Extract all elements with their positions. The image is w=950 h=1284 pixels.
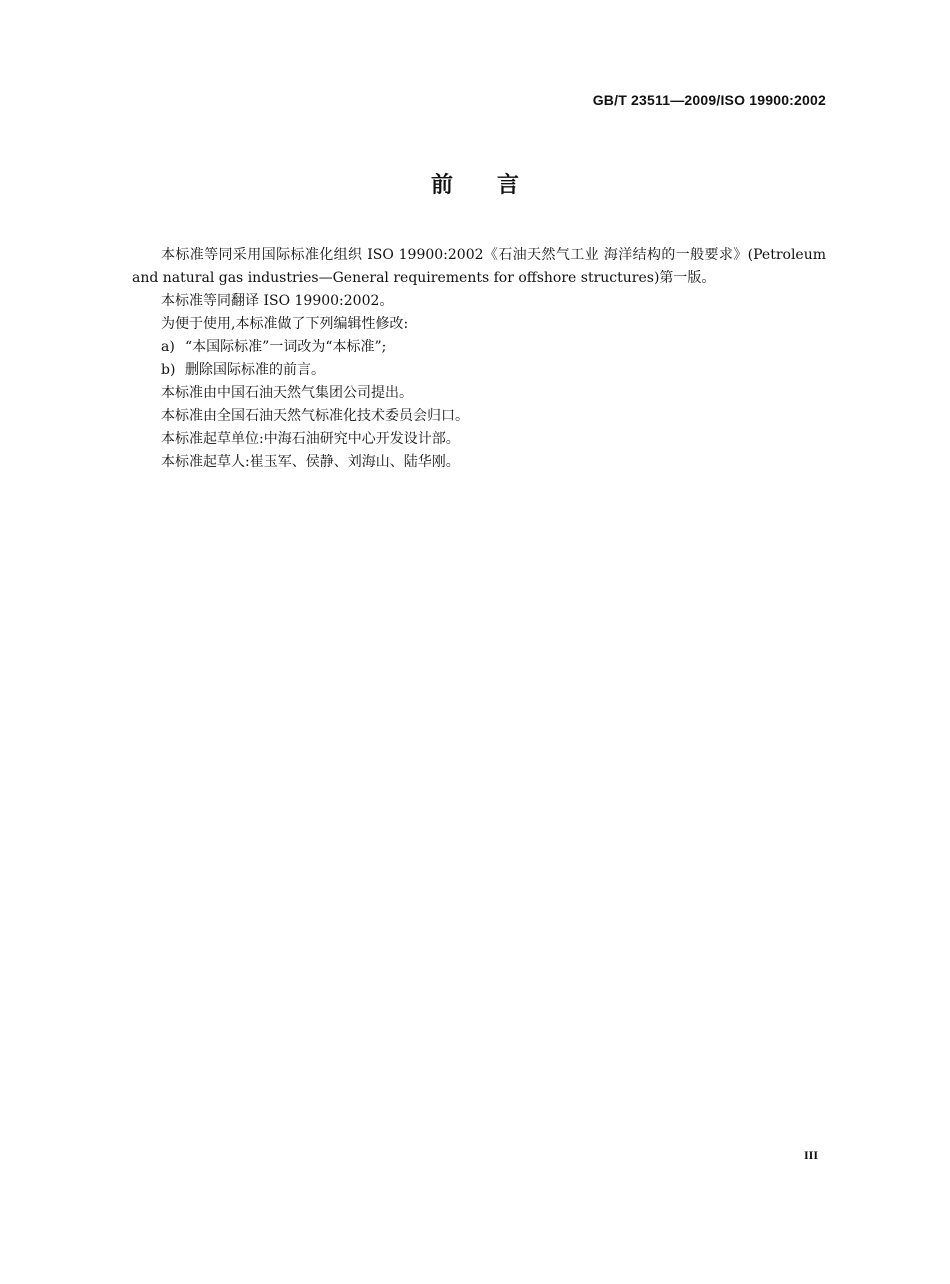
paragraph-drafting-unit: 本标准起草单位:中海石油研究中心开发设计部。 <box>161 431 460 447</box>
paragraph-centralized-by: 本标准由全国石油天然气标准化技术委员会归口。 <box>161 408 469 424</box>
list-item-text: “本国际标准”一词改为“本标准”; <box>185 339 387 355</box>
paragraph-proposer: 本标准由中国石油天然气集团公司提出。 <box>161 385 413 401</box>
page-title: 前言 <box>430 173 563 198</box>
paragraph-modifications: 为便于使用,本标准做了下列编辑性修改: <box>161 316 409 332</box>
paragraph-adoption: 本标准等同采用国际标准化组织 ISO 19900:2002《石油天然气工业 海洋结构的一般要求》(Petroleum and natural gas industries—General requirements for offshore structures)第一版。 <box>132 247 826 286</box>
page-number: III <box>803 1148 818 1162</box>
paragraph-drafters: 本标准起草人:崔玉军、侯静、刘海山、陆华刚。 <box>161 454 460 470</box>
foreword-body <box>132 244 826 474</box>
list-marker: a) <box>161 339 175 355</box>
paragraph-translation: 本标准等同翻译 ISO 19900:2002。 <box>161 293 394 309</box>
standard-code-header: GB/T 23511—2009/ISO 19900:2002 <box>592 92 826 108</box>
list-marker: b) <box>161 362 176 378</box>
list-item-text: 删除国际标准的前言。 <box>185 362 325 378</box>
list-item <box>132 359 826 382</box>
list-item <box>132 336 826 359</box>
